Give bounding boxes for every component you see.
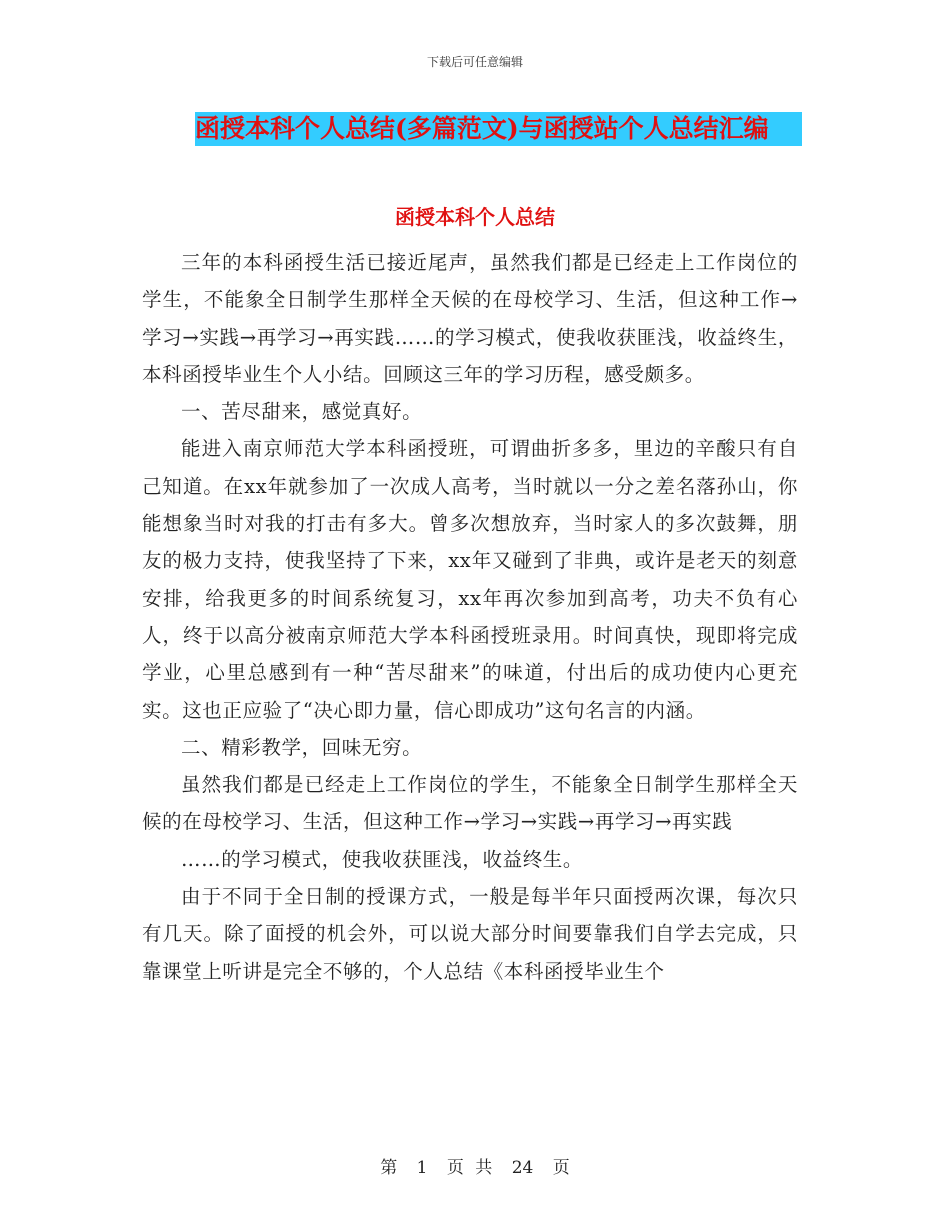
paragraph: 能进入南京师范大学本科函授班，可谓曲折多多，里边的辛酸只有自己知道。在xx年就参加了一次成人高考，当时就以一分之差名落孙山，你能想象当时对我的打击有多大。曾多次想放弃，当时家人的多次鼓舞，朋友的极力支持，使我坚持了下来，xx年又碰到了非典，或许是老天的刻意安排，给我更多的时间系统复习，xx年再次参加到高考，功夫不负有心人，终于以高分被南京师范大学本科函授班录用。时间真快，现即将完成学业，心里总感到有一种“苦尽甜来”的味道，付出后的成功使内心更充实。这也正应验了“决心即力量，信心即成功”这句名言的内涵。 bbox=[142, 437, 798, 722]
paragraph: ……的学习模式，使我收获匪浅，收益终生。 bbox=[181, 847, 584, 871]
paragraph: 虽然我们都是已经走上工作岗位的学生，不能象全日制学生那样全天候的在母校学习、生活，但这种工作→学习→实践→再学习→再实践 bbox=[142, 773, 798, 834]
paragraph: 一、苦尽甜来，感觉真好。 bbox=[181, 400, 423, 424]
total-page-count: 24 bbox=[511, 1158, 534, 1178]
current-page-number: 1 bbox=[416, 1158, 428, 1178]
body-text bbox=[142, 244, 798, 990]
page-footer bbox=[0, 1153, 950, 1178]
section-title: 函授本科个人总结 bbox=[395, 205, 555, 229]
footer-prefix: 第 bbox=[380, 1158, 398, 1178]
header-note: 下载后可任意编辑 bbox=[426, 55, 523, 69]
document-title: 函授本科个人总结(多篇范文)与函授站个人总结汇编 bbox=[195, 112, 802, 146]
paragraph: 由于不同于全日制的授课方式，一般是每半年只面授两次课，每次只有几天。除了面授的机会外，可以说大部分时间要靠我们自学去完成，只靠课堂上听讲是完全不够的，个人总结《本科函授毕业生个 bbox=[142, 885, 798, 983]
footer-suffix: 页 bbox=[552, 1158, 570, 1178]
footer-middle: 页 共 bbox=[446, 1158, 493, 1178]
paragraph: 二、精彩教学，回味无穷。 bbox=[181, 735, 423, 759]
paragraph: 三年的本科函授生活已接近尾声，虽然我们都是已经走上工作岗位的学生，不能象全日制学生那样全天候的在母校学习、生活，但这种工作→学习→实践→再学习→再实践……的学习模式，使我收获匪浅，收益终生，本科函授毕业生个人小结。回顾这三年的学习历程，感受颇多。 bbox=[142, 251, 798, 386]
